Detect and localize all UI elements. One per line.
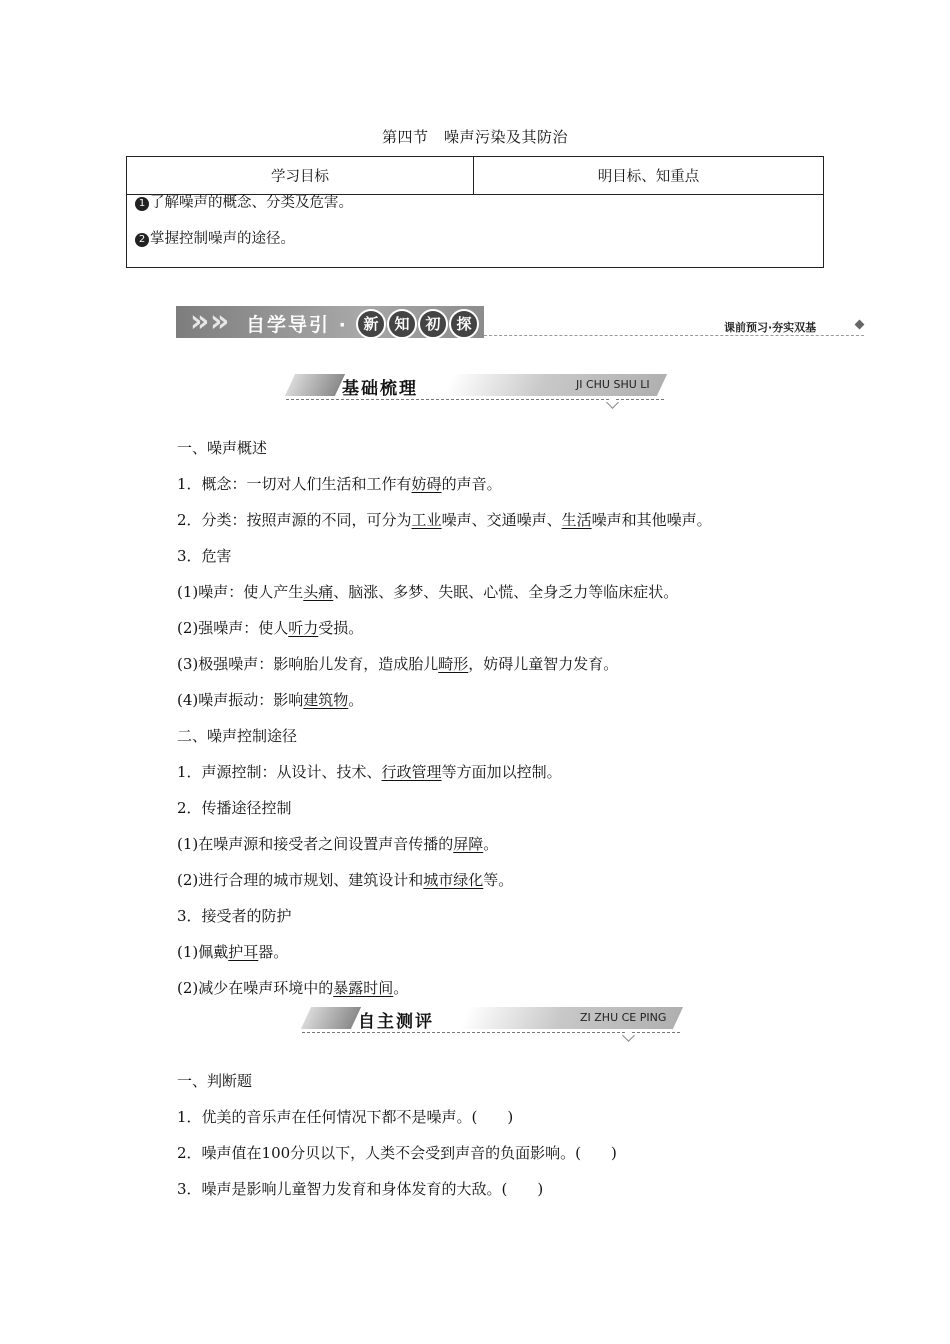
- chevron-right-icon: »: [210, 304, 230, 339]
- content-line: (2)减少在噪声环境中的暴露时间。: [177, 979, 409, 997]
- content-line: (1)噪声：使人产生头痛、脑涨、多梦、失眠、心慌、全身乏力等临床症状。: [177, 583, 679, 601]
- section-pinyin: JI CHU SHU LI: [576, 378, 650, 391]
- answer-blank: 生活: [561, 511, 592, 529]
- content-line: 1．声源控制：从设计、技术、行政管理等方面加以控制。: [177, 763, 562, 781]
- section-label: 基础梳理: [342, 379, 418, 399]
- content-line: 2．传播途径控制: [177, 799, 292, 817]
- goal-text: 掌握控制噪声的途径。: [150, 231, 295, 247]
- content-line: (4)噪声振动：影响建筑物。: [177, 691, 364, 709]
- chevron-right-icon: »: [190, 304, 210, 339]
- answer-blank: 头痛: [303, 583, 334, 601]
- self-study-banner: [176, 300, 868, 344]
- answer-blank: 暴露时间: [333, 979, 394, 997]
- content-line: (1)在噪声源和接受者之间设置声音传播的屏障。: [177, 835, 499, 853]
- banner-dashed-line: [484, 335, 864, 336]
- content-line: (3)极强噪声：影响胎儿发育，造成胎儿畸形，妨碍儿童智力发育。: [177, 655, 619, 673]
- goal-item: [127, 195, 823, 231]
- learning-goals-table: [126, 156, 824, 268]
- answer-blank: 妨碍: [411, 475, 442, 493]
- page-title: 第四节 噪声污染及其防治: [381, 128, 568, 146]
- section-label: 自主测评: [358, 1012, 434, 1032]
- content-line: 3．接受者的防护: [177, 907, 292, 925]
- banner-title: 自学导引 ·: [246, 314, 348, 336]
- section-tab: [301, 1007, 361, 1029]
- content-line: (2)强噪声：使人听力受损。: [177, 619, 364, 637]
- content-line: 1．概念：一切对人们生活和工作有妨碍的声音。: [177, 475, 502, 493]
- section-header-basics: [286, 374, 666, 404]
- goals-col-header-1: 学习目标: [127, 157, 474, 195]
- content-line: 2．分类：按照声源的不同，可分为工业噪声、交通噪声、生活噪声和其他噪声。: [177, 511, 712, 529]
- quiz-question: 1．优美的音乐声在任何情况下都不是噪声。( ): [177, 1108, 514, 1126]
- section-header-self-test: [302, 1007, 682, 1037]
- answer-blank: 护耳: [228, 943, 259, 961]
- content-heading: 二、噪声控制途径: [177, 727, 298, 745]
- quiz-question: 3．噪声是影响儿童智力发育和身体发育的大敌。( ): [177, 1180, 544, 1198]
- number-badge-icon: 1: [135, 197, 149, 211]
- banner-circle-char: 新: [356, 309, 386, 339]
- goal-item: [127, 231, 823, 267]
- quiz-heading: 一、判断题: [177, 1072, 253, 1090]
- banner-circle-char: 初: [418, 309, 448, 339]
- content-line: 3．危害: [177, 547, 232, 565]
- content-heading: 一、噪声概述: [177, 439, 268, 457]
- answer-blank: 建筑物: [303, 691, 349, 709]
- number-badge-icon: 2: [135, 233, 149, 247]
- section-pinyin: ZI ZHU CE PING: [580, 1011, 667, 1024]
- banner-subtitle: 课前预习·夯实双基: [724, 321, 817, 334]
- answer-blank: 行政管理: [381, 763, 442, 781]
- goals-cell: [127, 195, 824, 268]
- quiz-question: 2．噪声值在100分贝以下，人类不会受到声音的负面影响。( ): [177, 1144, 617, 1162]
- section-tab: [285, 374, 345, 396]
- content-line: (2)进行合理的城市规划、建筑设计和城市绿化等。: [177, 871, 514, 889]
- answer-blank: 屏障: [453, 835, 484, 853]
- goals-col-header-2: 明目标、知重点: [474, 157, 824, 195]
- banner-circle-char: 知: [387, 309, 417, 339]
- goal-text: 了解噪声的概念、分类及危害。: [150, 195, 353, 211]
- answer-blank: 听力: [288, 619, 319, 637]
- banner-circle-group: [356, 309, 480, 339]
- answer-blank: 工业: [411, 511, 442, 529]
- answer-blank: 畸形: [438, 655, 469, 673]
- answer-blank: 城市绿化: [423, 871, 484, 889]
- banner-circle-char: 探: [449, 309, 479, 339]
- content-line: (1)佩戴护耳器。: [177, 943, 289, 961]
- diamond-icon: [855, 320, 865, 330]
